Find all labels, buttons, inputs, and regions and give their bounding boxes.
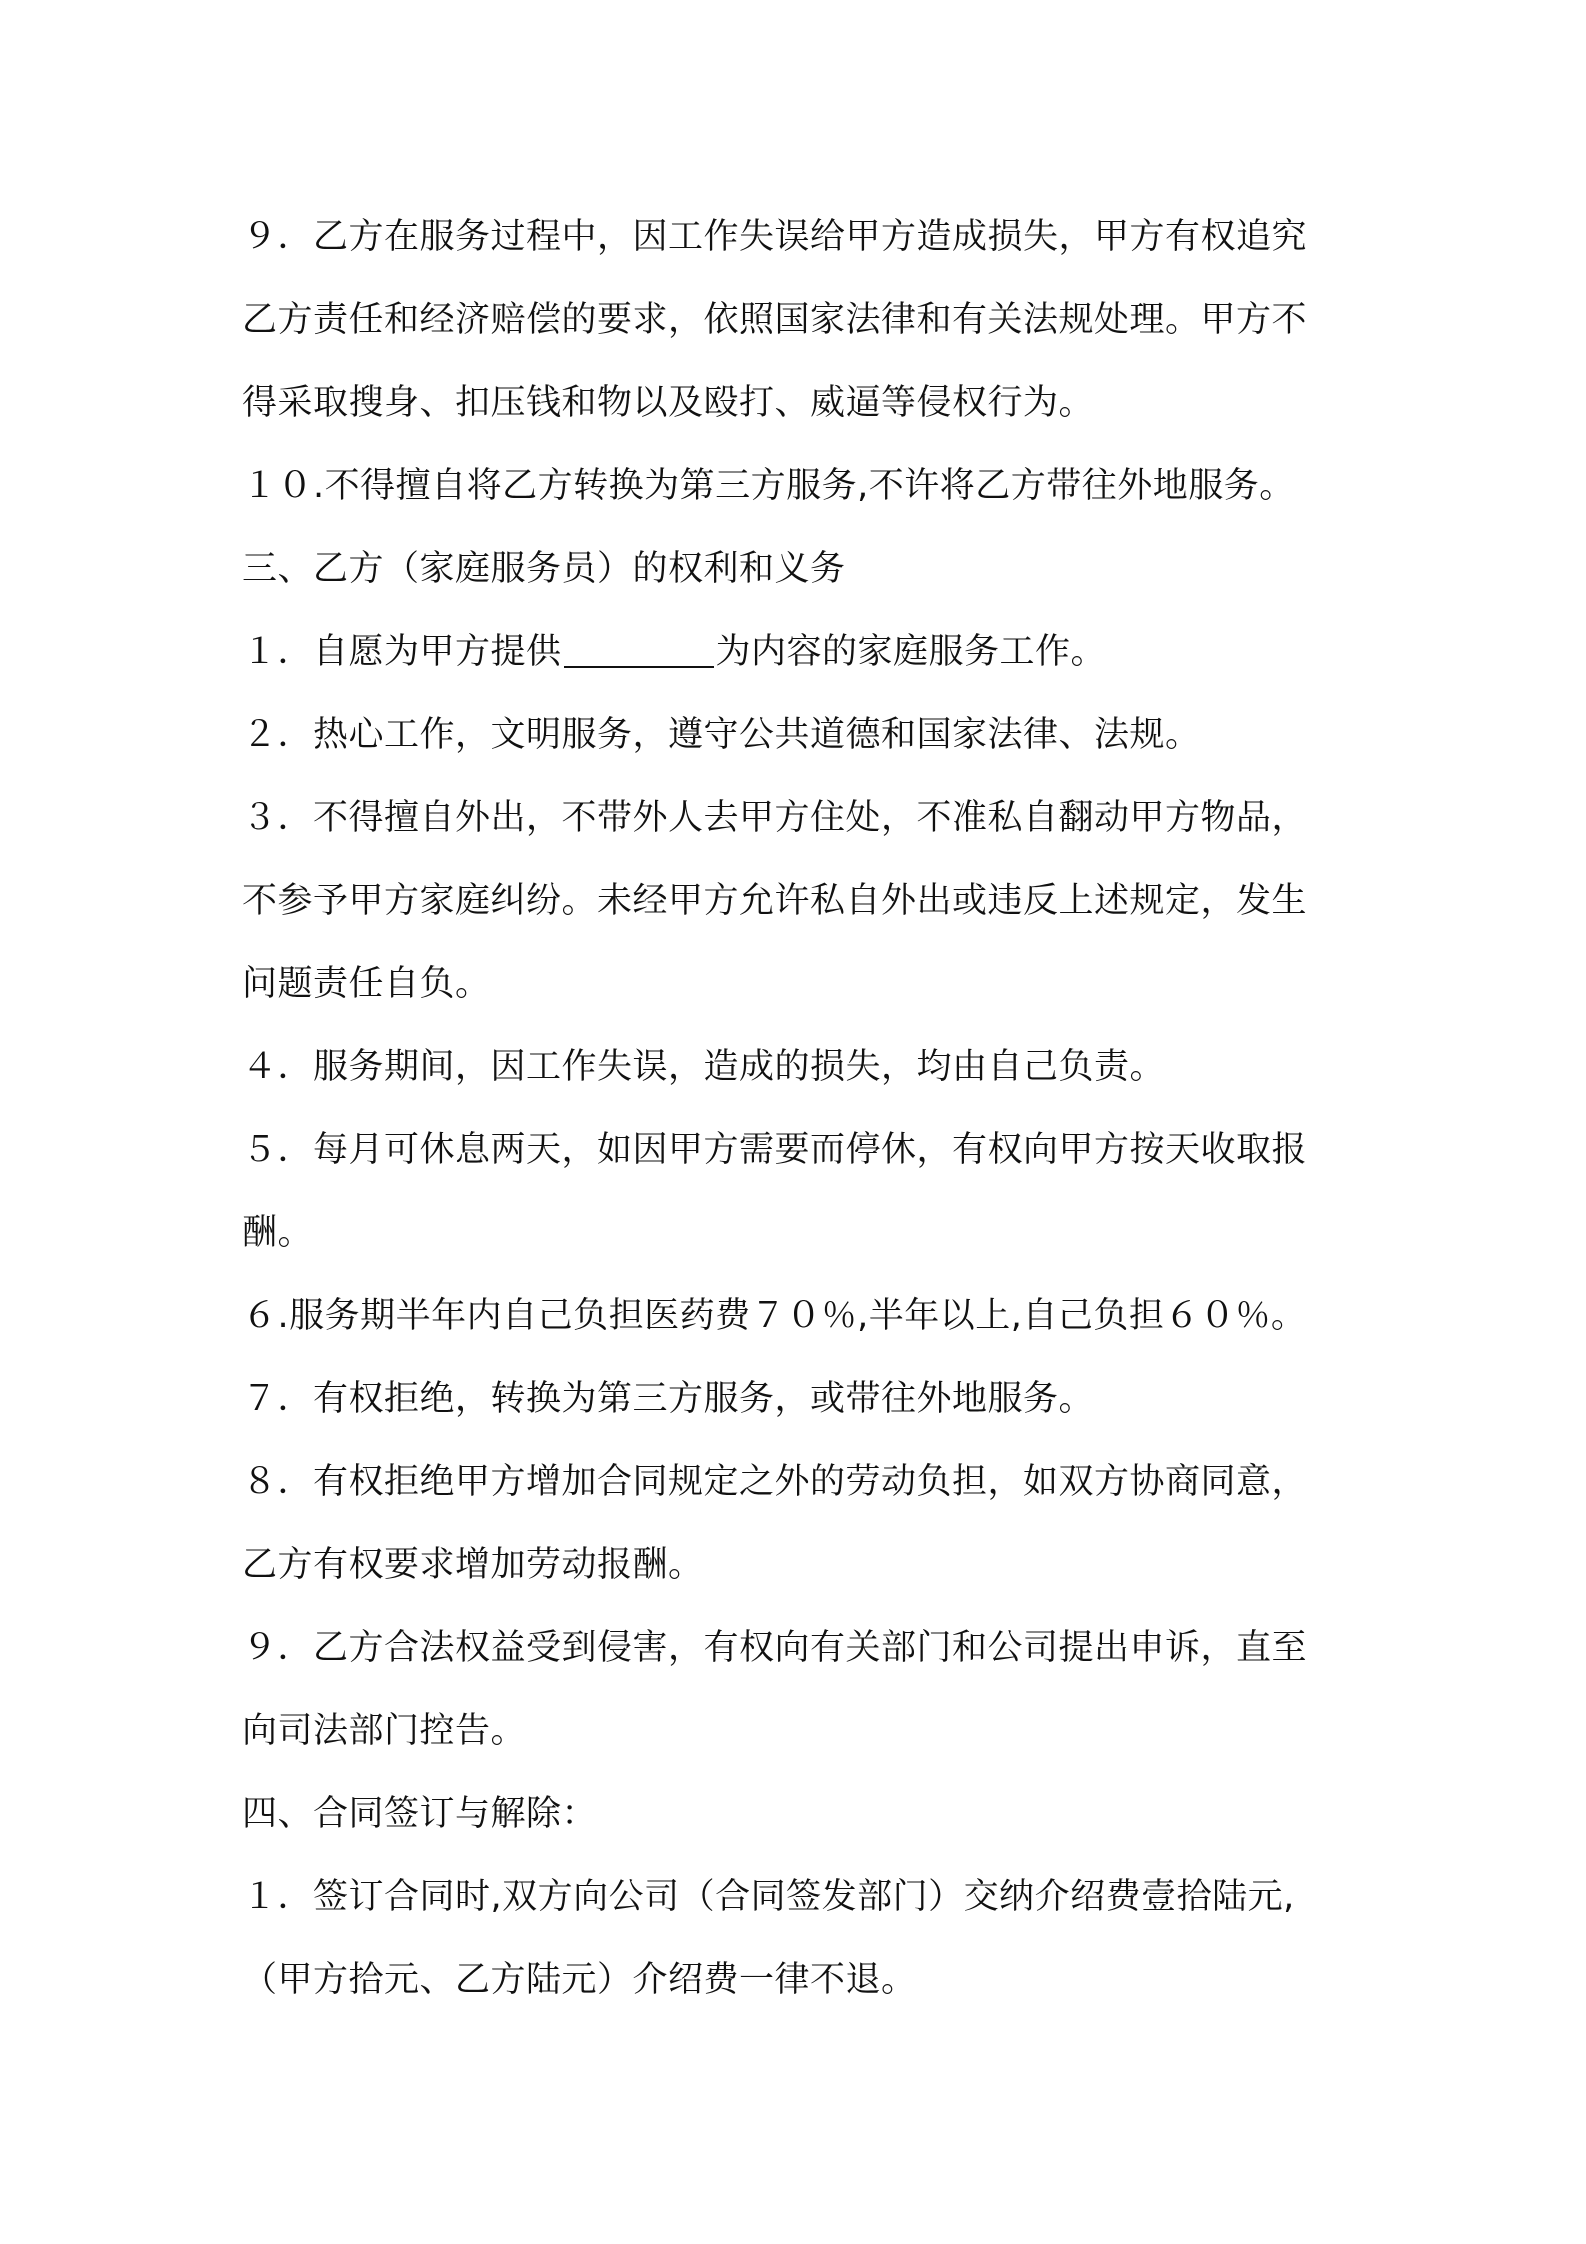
text-line: 得采取搜身、扣压钱和物以及殴打、威逼等侵权行为。 [242,383,1095,423]
text-line: 问题责任自负。 [242,964,491,1004]
text-line: 向司法部门控告。 [242,1711,527,1751]
text-line: （甲方拾元、乙方陆元）介绍费一律不退。 [242,1960,917,2000]
text-line: ９．乙方在服务过程中，因工作失误给甲方造成损失，甲方有权追究 [242,217,1308,257]
text-line: ４．服务期间，因工作失误，造成的损失，均由自己负责。 [242,1047,1166,1087]
text-line: 酬。 [242,1213,314,1253]
text-after-blank: 为内容的家庭服务工作。 [715,632,1107,672]
text-line: ５．每月可休息两天，如因甲方需要而停休，有权向甲方按天收取报 [242,1130,1308,1170]
text-line: ６.服务期半年内自己负担医药费７０％,半年以上,自己负担６０％。 [242,1296,1307,1336]
section-heading-contract-signing: 四、合同签订与解除： [242,1794,598,1834]
text-line-with-blank [242,611,1382,694]
text-line: 乙方有权要求增加劳动报酬。 [242,1545,704,1585]
text-line: １．签订合同时,双方向公司（合同签发部门）交纳介绍费壹拾陆元, [242,1877,1295,1917]
contract-text [242,196,1382,2022]
text-line: １０.不得擅自将乙方转换为第三方服务,不许将乙方带往外地服务。 [242,466,1295,506]
text-line: 不参予甲方家庭纠纷。未经甲方允许私自外出或违反上述规定，发生 [242,881,1308,921]
fill-in-blank [564,626,714,668]
text-line: 乙方责任和经济赔偿的要求，依照国家法律和有关法规处理。甲方不 [242,300,1308,340]
text-before-blank: １．自愿为甲方提供 [242,632,562,672]
text-line: ８．有权拒绝甲方增加合同规定之外的劳动负担，如双方协商同意， [242,1462,1308,1502]
text-line: ９．乙方合法权益受到侵害，有权向有关部门和公司提出申诉，直至 [242,1628,1308,1668]
text-line: ７．有权拒绝，转换为第三方服务，或带往外地服务。 [242,1379,1095,1419]
text-line: ２．热心工作，文明服务，遵守公共道德和国家法律、法规。 [242,715,1201,755]
section-heading-party-b-rights: 三、乙方（家庭服务员）的权利和义务 [242,549,846,589]
text-line: ３．不得擅自外出，不带外人去甲方住处，不准私自翻动甲方物品， [242,798,1308,838]
